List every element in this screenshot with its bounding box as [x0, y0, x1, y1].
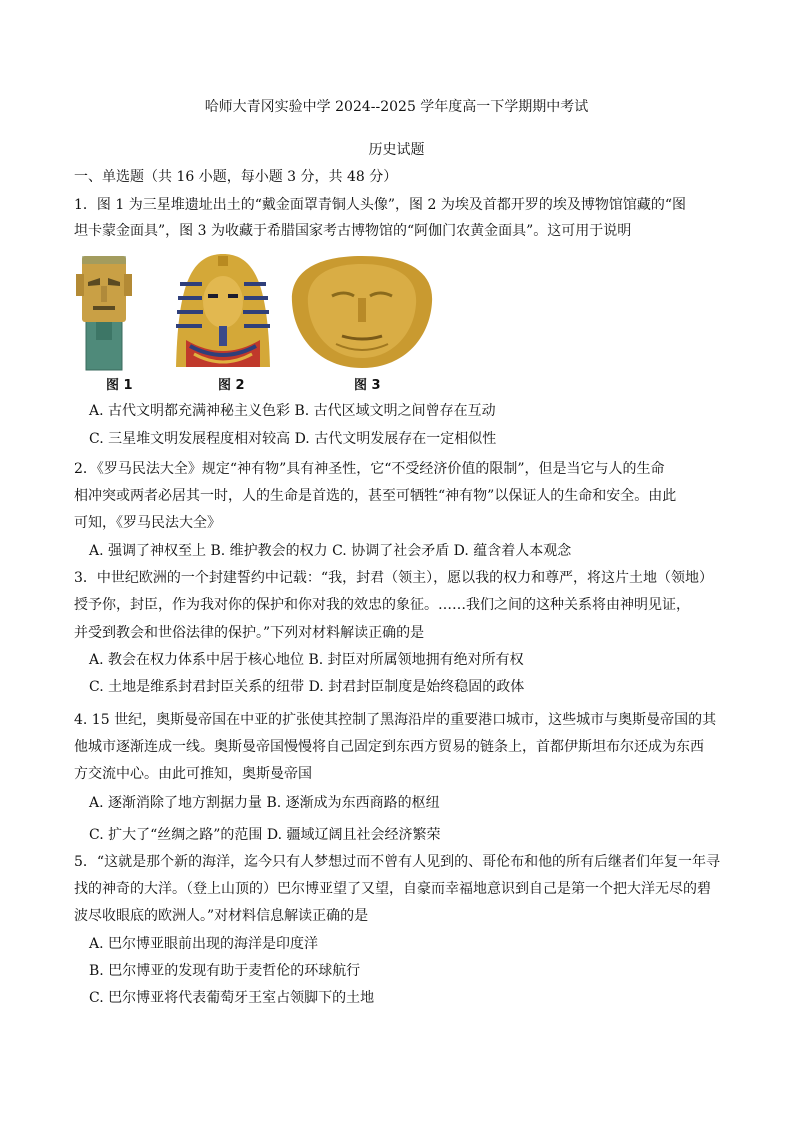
question-1-option-line-2[interactable]: C. 三星堆文明发展程度相对较高 D. 古代文明发展存在一定相似性 [89, 431, 497, 447]
question-2-line-1: 2．《罗马民法大全》规定“神有物”具有神圣性，它“不受经济价值的限制”，但是当它与人的生命 [74, 461, 665, 477]
question-4-line-1: 4. 15 世纪，奥斯曼帝国在中亚的扩张使其控制了黑海沿岸的重要港口城市，这些城市与奥斯曼帝国的其 [74, 712, 717, 728]
question-3-line-3: 并受到教会和世俗法律的保护。”下列对材料解读正确的是 [74, 625, 425, 641]
question-3-line-2: 授予你，封臣，作为我对你的保护和你对我的效忠的象征。……我们之间的这种关系将由神明见证， [74, 597, 690, 613]
question-4-line-3: 方交流中心。由此可推知，奥斯曼帝国 [74, 766, 312, 782]
figure-3-label: 图 3 [354, 378, 381, 393]
question-3-option-line-2[interactable]: C. 土地是维系封君封臣关系的纽带 D. 封君封臣制度是始终稳固的政体 [89, 679, 525, 695]
exam-title: 哈师大青冈实验中学 2024--2025 学年度高一下学期期中考试 [204, 99, 589, 115]
question-2-line-3: 可知，《罗马民法大全》 [74, 515, 221, 531]
question-3-line-1: 3．中世纪欧洲的一个封建誓约中记载：“我，封君（领主），愿以我的权力和尊严，将这片土地（领地） [74, 570, 714, 586]
question-5-line-3: 波尽收眼底的欧洲人。”对材料信息解读正确的是 [74, 908, 369, 924]
bronze-head-gold-mask-image [76, 252, 132, 372]
question-2-line-2: 相冲突或两者必居其一时，人的生命是首选的，甚至可牺牲“神有物”以保证人的生命和安全。由此 [74, 488, 677, 504]
tutankhamun-mask-image [168, 252, 278, 372]
question-4-option-line-1[interactable]: A. 逐渐消除了地方割据力量 B. 逐渐成为东西商路的枢纽 [89, 795, 440, 811]
figure-1-label: 图 1 [106, 378, 133, 393]
question-5-line-2: 找的神奇的大洋。（登上山顶的）巴尔博亚望了又望，自豪而幸福地意识到自己是第一个把大洋无尽的碧 [74, 881, 711, 897]
question-1-line-1: 1．图 1 为三星堆遗址出土的“戴金面罩青铜人头像”，图 2 为埃及首都开罗的埃及博物馆馆藏的“图 [74, 197, 686, 213]
question-3-option-line-1[interactable]: A. 教会在权力体系中居于核心地位 B. 封臣对所属领地拥有绝对所有权 [89, 652, 524, 668]
question-2-option-line-1[interactable]: A. 强调了神权至上 B. 维护教会的权力 C. 协调了社会矛盾 D. 蕴含着人本观念 [89, 543, 572, 559]
question-4-option-line-2[interactable]: C. 扩大了“丝绸之路”的范围 D. 疆域辽阔且社会经济繁荣 [89, 827, 441, 843]
question-1-figures [72, 252, 452, 392]
question-5-line-1: 5．“这就是那个新的海洋，迄今只有人梦想过而不曾有人见到的、哥伦布和他的所有后继者们年复一年寻 [74, 854, 721, 870]
question-1-option-line-1[interactable]: A. 古代文明都充满神秘主义色彩 B. 古代区域文明之间曾存在互动 [89, 403, 496, 419]
section-heading: 一、单选题（共 16 小题，每小题 3 分，共 48 分） [74, 169, 398, 185]
agamemnon-gold-mask-image [286, 252, 438, 372]
question-1-line-2: 坦卡蒙金面具”，图 3 为收藏于希腊国家考古博物馆的“阿伽门农黄金面具”。这可用于说明 [74, 223, 632, 239]
question-5-option-b[interactable]: B. 巴尔博亚的发现有助于麦哲伦的环球航行 [89, 963, 361, 979]
question-5-option-a[interactable]: A. 巴尔博亚眼前出现的海洋是印度洋 [89, 936, 319, 952]
subject-title: 历史试题 [368, 142, 425, 158]
question-5-option-c[interactable]: C. 巴尔博亚将代表葡萄牙王室占领脚下的土地 [89, 990, 375, 1006]
question-4-line-2: 他城市逐渐连成一线。奥斯曼帝国慢慢将自己固定到东西方贸易的链条上，首都伊斯坦布尔还成为东西 [74, 739, 704, 755]
figure-2-label: 图 2 [218, 378, 245, 393]
